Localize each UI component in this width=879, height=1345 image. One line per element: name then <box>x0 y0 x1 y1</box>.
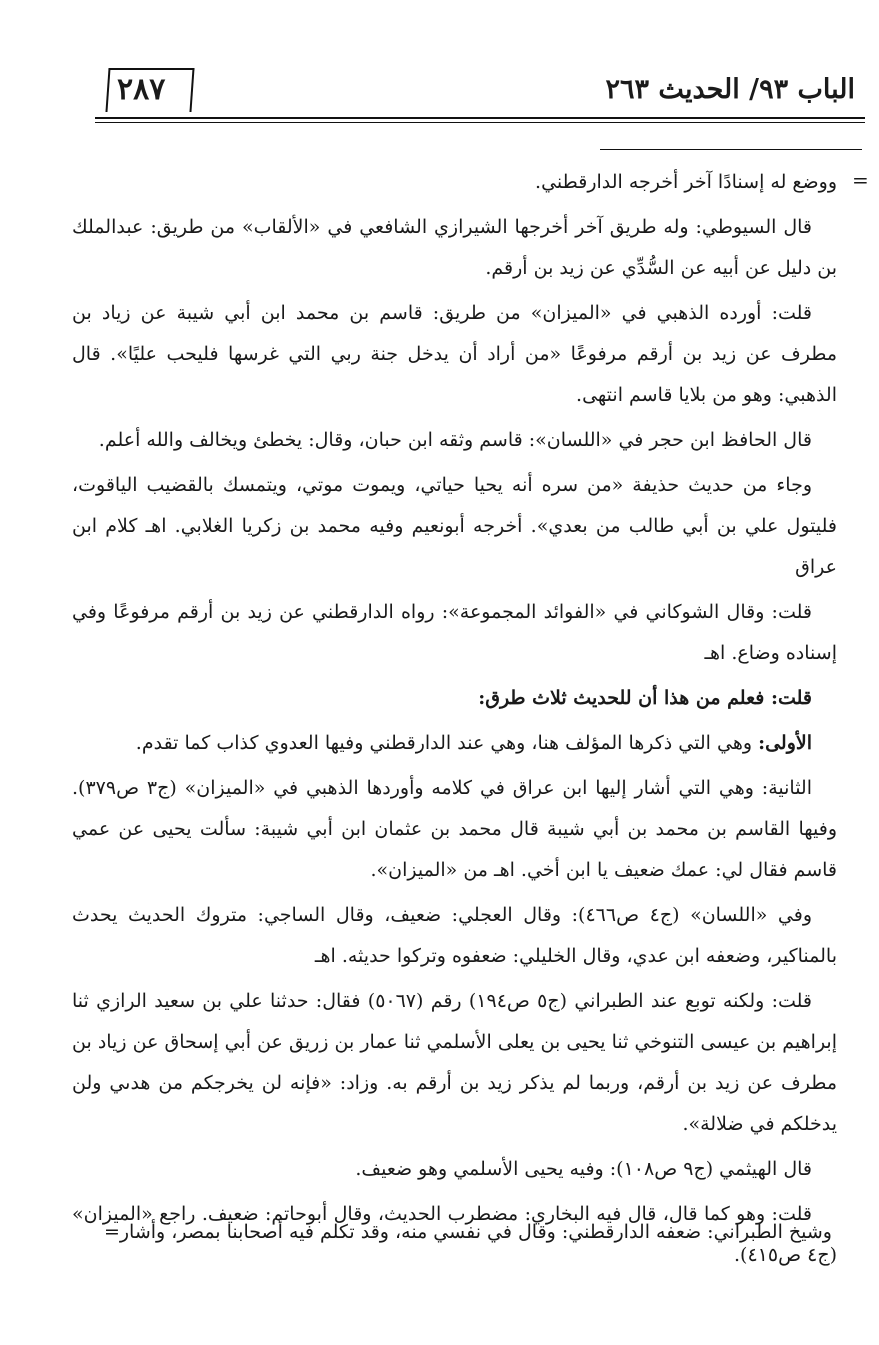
page-header <box>95 62 855 122</box>
paragraph: قلت: وهو كما قال، قال فيه البخاري: مضطرب الحديث، وقال أبوحاتم: ضعيف. راجع «الميزان» (ج٤ ص٤١٥). <box>72 1203 837 1266</box>
header-rule <box>95 117 865 119</box>
paragraph: الثانية: وهي التي أشار إليها ابن عراق في كلامه وأوردها الذهبي في «الميزان» (ج٣ ص٣٧٩). وفيها القاسم بن محمد بن أبي شيبة قال محمد بن عثمان ابن أبي شيبة: سألت يحيى عن عمي قاسم فقال لي: عمك ضعيف يا ابن أخي. اهـ من «الميزان». <box>72 777 837 881</box>
paragraph: قلت: وقال الشوكاني في «الفوائد المجموعة»: رواه الدارقطني عن زيد بن أرقم مرفوعًا وفي إسناده وضاع. اهـ <box>72 601 837 664</box>
paragraph: قلت: أورده الذهبي في «الميزان» من طريق: قاسم بن محمد ابن أبي شيبة عن زياد بن مطرف عن زيد بن أرقم مرفوعًا «من أراد أن يدخل جنة ربي التي غرسها فليحب عليًا». قال الذهبي: وهو من بلايا قاسم انتهى. <box>72 302 837 406</box>
chapter-title: الباب ٩٣/ الحديث ٢٦٣ <box>605 74 855 105</box>
paragraph: وفي «اللسان» (ج٤ ص٤٦٦): وقال العجلي: ضعيف، وقال الساجي: متروك الحديث يحدث بالمناكير، وضعفه ابن عدي، وقال الخليلي: ضعفوه وتركوا حديثه. اهـ <box>72 904 837 967</box>
paragraph: قلت: ولكنه توبع عند الطبراني (ج٥ ص١٩٤) رقم (٥٠٦٧) فقال: حدثنا علي بن سعيد الرازي ثنا إبراهيم بن عيسى التنوخي ثنا يحيى بن يعلى الأسلمي ثنا عمار بن زريق عن أبي إسحاق عن زياد بن مطرف عن زيد بن أرقم، وربما لم يذكر زيد بن أرقم به. وزاد: «فإنه لن يخرجكم من هدىي ولن يدخلكم في ضلالة». <box>72 990 837 1135</box>
footnote-body <box>72 162 837 1280</box>
continuation-mark: = <box>852 168 869 192</box>
paragraph: ووضع له إسنادًا آخر أخرجه الدارقطني. <box>535 171 837 193</box>
continued-line: وشيخ الطبراني: ضعفه الدارقطني: وقال في نفسي منه، وقد تكلم فيه أصحابنا بمصر، وأشار= <box>103 1221 832 1243</box>
paragraph: قال الهيثمي (ج٩ ص١٠٨): وفيه يحيى الأسلمي وهو ضعيف. <box>355 1158 812 1180</box>
paragraph-heading: قلت: فعلم من هذا أن للحديث ثلاث طرق: <box>478 687 812 709</box>
page-number: ٢٨٧ <box>117 72 166 107</box>
footnote-separator <box>600 149 862 150</box>
paragraph: قال الحافظ ابن حجر في «اللسان»: قاسم وثقه ابن حبان، وقال: يخطئ ويخالف والله أعلم. <box>98 429 812 451</box>
paragraph: وجاء من حديث حذيفة «من سره أنه يحيا حياتي، ويموت موتي، ويتمسك بالقضيب الياقوت، فليتول علي بن أبي طالب من بعدي». أخرجه أبونعيم وفيه محمد بن زكريا الغلابي. اهـ كلام ابن عراق <box>72 474 837 578</box>
header-rule-thin <box>95 122 865 123</box>
paragraph: قال السيوطي: وله طريق آخر أخرجها الشيرازي الشافعي في «الألقاب» من طريق: عبدالملك بن دليل عن أبيه عن السُّدِّي عن زيد بن أرقم. <box>72 216 837 279</box>
paragraph: الأولى: وهي التي ذكرها المؤلف هنا، وهي عند الدارقطني وفيها العدوي كذاب كما تقدم. <box>135 732 812 754</box>
